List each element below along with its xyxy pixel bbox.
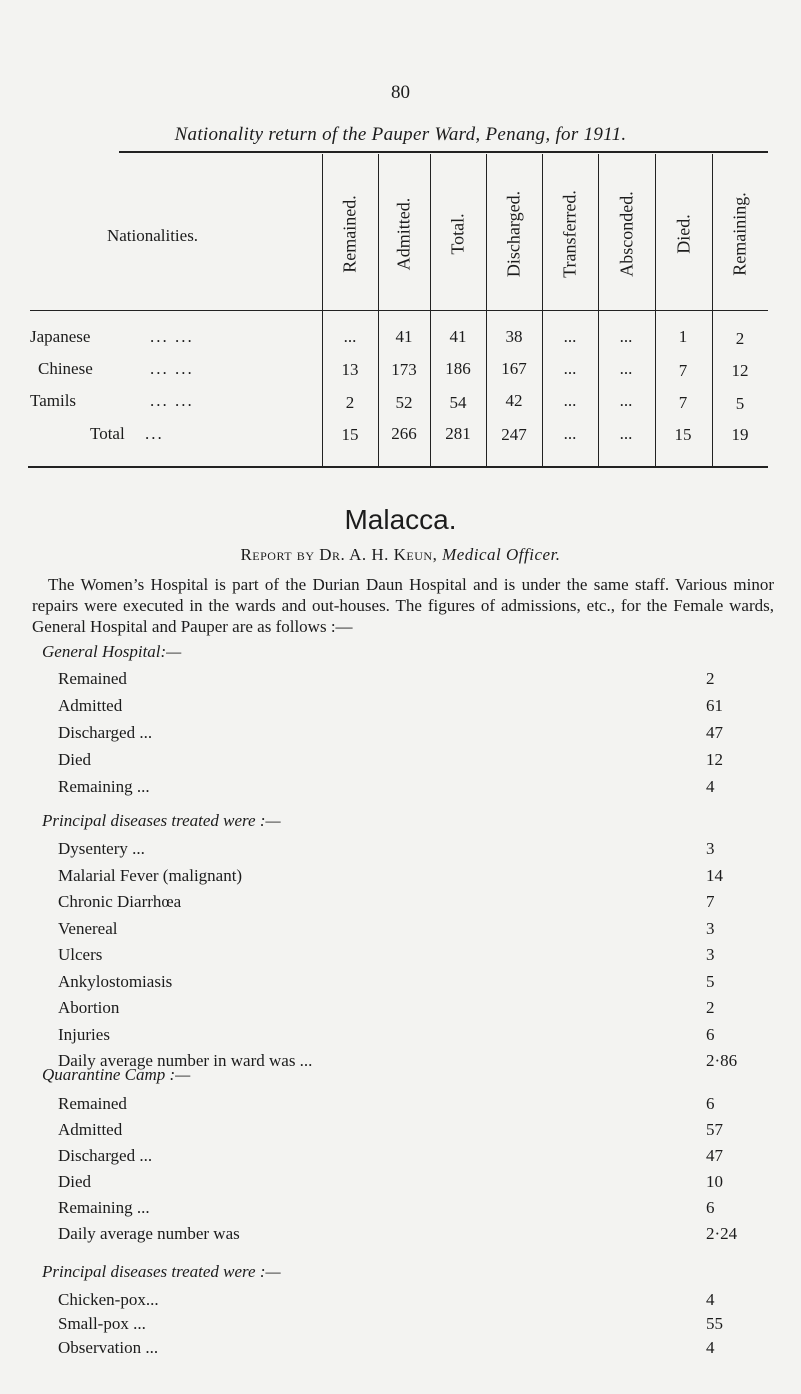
item-value: 3 <box>706 945 715 964</box>
leader-dots: ... <box>145 424 164 443</box>
item-label: Chronic Diarrhœa <box>58 892 182 911</box>
table-cell: ... <box>619 391 633 410</box>
table-cell: 186 <box>445 359 471 378</box>
item-value: 4 <box>706 777 715 796</box>
item-label: Observation ... <box>58 1338 159 1357</box>
item-label: Injuries <box>58 1024 110 1044</box>
item-label: Dysentery ... <box>58 839 145 858</box>
table-cell: 42 <box>505 391 523 410</box>
section-heading: Malacca. <box>344 504 457 535</box>
row-label: Total <box>90 424 125 443</box>
table-cell: ... <box>619 327 633 346</box>
table-cell: 2 <box>345 393 355 412</box>
table-cell: 41 <box>449 327 467 346</box>
table-cell: 173 <box>391 360 417 379</box>
item-label: Malarial Fever (malignant) <box>58 865 243 885</box>
table-header-rule <box>30 310 768 311</box>
item-label: Ankylostomiasis <box>58 971 173 991</box>
item-value: 47 <box>706 723 723 742</box>
table-cell: 13 <box>341 360 359 379</box>
table-cell: 19 <box>731 425 749 444</box>
paragraph-text: The Women’s Hospital is part of the Durian Daun Hospital and is under the same staff. Various minor repairs were executed in the wards and out-houses. The figures of admissions, etc., for the Female wards, General Hospital and Pauper are as follows :— <box>32 575 774 636</box>
item-value: 7 <box>706 892 715 911</box>
table-cell: 15 <box>341 425 359 444</box>
column-header: Transferred. <box>559 190 580 278</box>
table-cell: 15 <box>674 425 692 444</box>
table-cell: ... <box>343 327 357 346</box>
table-cell: 247 <box>501 425 527 444</box>
item-label: Small-pox ... <box>58 1314 146 1333</box>
item-label: Discharged ... <box>58 1146 153 1165</box>
table-cell: 1 <box>678 327 688 346</box>
item-value: 2 <box>706 669 715 688</box>
report-role: Medical Officer. <box>442 545 561 564</box>
item-label: Died <box>58 750 92 769</box>
item-value: 57 <box>706 1120 723 1139</box>
item-value: 6 <box>706 1024 715 1044</box>
item-label: Ulcers <box>58 945 103 964</box>
row-label: Chinese <box>38 359 93 378</box>
column-header: Admitted. <box>393 197 414 271</box>
report-author: Report by Dr. A. H. Keun, <box>240 545 438 564</box>
item-value: 61 <box>706 696 723 715</box>
table-cell: 5 <box>735 394 745 413</box>
item-label: Abortion <box>58 998 120 1017</box>
leader-dots: ... ... <box>150 391 194 410</box>
table-top-rule <box>119 151 768 153</box>
row-label: Japanese <box>30 327 91 346</box>
table-cell: 52 <box>395 393 413 412</box>
table-cell: ... <box>619 359 633 378</box>
table-cell: 7 <box>678 361 688 380</box>
item-label: Daily average number was <box>58 1224 240 1243</box>
section-title: Principal diseases treated were :— <box>42 1262 281 1281</box>
table-cell: 38 <box>505 327 523 346</box>
column-header: Remaining. <box>729 192 750 276</box>
item-label: Remaining ... <box>58 1198 150 1217</box>
table-cell: ... <box>563 391 577 410</box>
leader-dots: ... ... <box>150 359 194 378</box>
item-label: Admitted <box>58 696 123 715</box>
section-title: Principal diseases treated were :— <box>42 811 281 830</box>
item-label: Chicken-pox... <box>58 1290 159 1309</box>
table-cell: 41 <box>395 327 413 346</box>
intro-paragraph <box>32 574 774 637</box>
item-label: Admitted <box>58 1120 123 1139</box>
table-cell: 266 <box>391 424 417 443</box>
item-label: Remaining ... <box>58 777 150 796</box>
leader-dots: ... ... <box>150 327 194 346</box>
column-header: Absconded. <box>616 191 636 277</box>
table-cell: 2 <box>735 329 745 348</box>
report-byline <box>0 545 801 565</box>
column-header: Total. <box>447 213 468 255</box>
table-cell: ... <box>619 424 633 443</box>
table-bottom-rule <box>28 466 768 468</box>
item-value: 3 <box>706 918 715 938</box>
item-value: 2·24 <box>706 1224 738 1243</box>
row-label: Tamils <box>30 391 77 410</box>
item-value: 3 <box>706 839 715 858</box>
item-value: 55 <box>706 1314 723 1333</box>
item-value: 5 <box>706 971 715 991</box>
section-title: General Hospital:— <box>42 642 182 661</box>
column-header: Discharged. <box>503 190 524 278</box>
table-cell: 281 <box>445 424 471 443</box>
table-cell: 54 <box>449 393 467 412</box>
item-value: 2·86 <box>706 1051 738 1070</box>
table-cell: ... <box>563 424 577 443</box>
item-value: 4 <box>706 1338 715 1357</box>
column-header: Remained. <box>339 195 360 273</box>
section-title: Quarantine Camp :— <box>42 1065 191 1084</box>
item-value: 6 <box>706 1198 715 1217</box>
column-header: Died. <box>673 214 693 254</box>
page-number: 80 <box>391 82 410 103</box>
item-label: Remained <box>58 1094 127 1113</box>
item-value: 2 <box>706 998 715 1017</box>
item-value: 10 <box>706 1172 723 1191</box>
table-cell: 167 <box>501 359 527 378</box>
item-label: Daily average number in ward was ... <box>58 1051 313 1070</box>
nationalities-header: Nationalities. <box>106 226 199 245</box>
table-cell: ... <box>563 359 577 378</box>
page-title: Nationality return of the Pauper Ward, Penang, for 1911. <box>174 124 627 145</box>
item-label: Died <box>58 1172 92 1191</box>
item-label: Remained <box>58 669 127 688</box>
item-value: 47 <box>706 1146 723 1165</box>
item-value: 12 <box>706 750 723 769</box>
table-cell: 7 <box>678 393 688 412</box>
item-value: 14 <box>706 865 723 885</box>
item-value: 4 <box>706 1290 715 1309</box>
table-cell: ... <box>563 327 577 346</box>
item-value: 6 <box>706 1094 715 1113</box>
item-label: Venereal <box>58 918 118 938</box>
item-label: Discharged ... <box>58 723 153 742</box>
table-cell: 12 <box>731 361 749 380</box>
